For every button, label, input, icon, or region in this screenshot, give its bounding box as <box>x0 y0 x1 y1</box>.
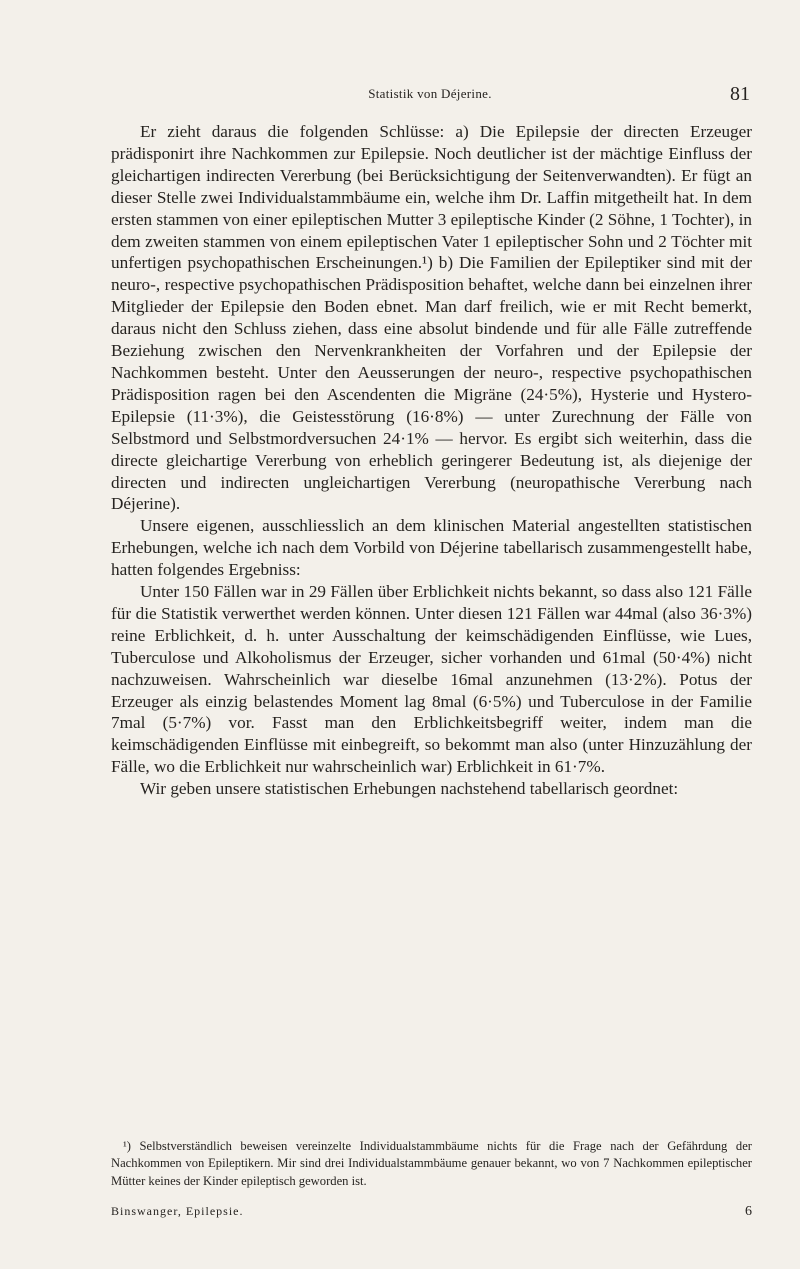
main-text <box>111 121 752 800</box>
paragraph: Unsere eigenen, ausschliesslich an dem klinischen Material angestellten statistischen Erhebungen, welche ich nach dem Vorbild von Déjerine tabellarisch zusammengestellt habe, hatten folgendes Ergebniss: <box>111 516 752 580</box>
running-header <box>110 83 750 106</box>
sheet-mark: 6 <box>745 1204 752 1219</box>
page-number: 81 <box>730 83 750 105</box>
paragraph: Unter 150 Fällen war in 29 Fällen über Erblichkeit nichts bekannt, so dass also 121 Fälle für die Statistik verwerthet werden können. Unter diesen 121 Fällen war 44mal (also 36·3%) reine Erblichkeit, d. h. unter Ausschaltung der keimschädigenden Einflüsse, wie Lues, Tuberculose und Alkoholismus der Erzeuger, sicher vorhanden und 61mal (50·4%) nicht nachzuweisen. Wahrscheinlich war dieselbe 16mal anzunehmen (13·2%). Potus der Erzeuger als einzig belastendes Moment lag 8mal (6·5%) und Tuberculose in der Familie 7mal (5·7%) vor. Fasst man den Erblichkeitsbegriff weiter, indem man die keimschädigenden Einflüsse mit einbegreift, so bekommt man also (unter Hinzuzählung der Fälle, wo die Erblichkeit nur wahrscheinlich war) Erblichkeit in 61·7%. <box>111 582 752 777</box>
paragraph: Wir geben unsere statistischen Erhebungen nachstehend tabellarisch geordnet: <box>140 779 679 799</box>
printer-signature: Binswanger, Epilepsie. <box>111 1204 244 1218</box>
paragraph: Er zieht daraus die folgenden Schlüsse: a) Die Epilepsie der directen Erzeuger prädisponirt ihre Nachkommen zur Epilepsie. Noch deutlicher ist der mächtige Einfluss der gleichartigen indirecten Vererbung (bei Berücksichtigung der Seitenverwandten). Er fügt an dieser Stelle zwei Individualstammbäume ein, welche ihm Dr. Laffin mitgetheilt hat. In dem ersten stammen von einer epileptischen Mutter 3 epileptische Kinder (2 Söhne, 1 Tochter), in dem zweiten stammen von einem epileptischen Vater 1 epileptischer Sohn und 2 Töchter mit unfertigen psychopathischen Erscheinungen.¹) b) Die Familien der Epileptiker sind mit der neuro-, respective psychopathischen Prädisposition behaftet, welche dann bei einzelnen ihrer Mitglieder der Epilepsie den Boden ebnet. Man darf freilich, wie er mit Recht bemerkt, daraus nicht den Schluss ziehen, dass eine absolut bindende und für alle Fälle zutreffende Beziehung zwischen den Nervenkrankheiten der Vorfahren und der Epilepsie der Nachkommen besteht. Unter den Aeusserungen der neuro-, respective psychopathischen Prädisposition ragen bei den Ascendenten die Migräne (24·5%), Hysterie und Hystero-Epilepsie (11·3%), die Geistesstörung (16·8%) — unter Zurechnung der Fälle von Selbstmord und Selbstmordversuchen 24·1% — hervor. Es ergibt sich weiterhin, dass die directe gleichartige Vererbung von erheblich geringerer Bedeutung ist, als diejenige der directen und indirecten ungleichartigen Vererbung (neuropathische Vererbung nach Déjerine). <box>111 122 752 514</box>
footnotes <box>111 1138 752 1190</box>
footnote: ¹) Selbstverständlich beweisen vereinzelte Individualstammbäume nichts für die Frage nach der Gefährdung der Nachkommen von Epileptikern. Mir sind drei Individualstammbäume genauer bekannt, wo von 7 Nachkommen epileptischer Mütter keines der Kinder epileptisch geworden ist. <box>111 1139 752 1188</box>
page-footer <box>111 1204 752 1222</box>
running-title: Statistik von Déjerine. <box>368 86 492 101</box>
